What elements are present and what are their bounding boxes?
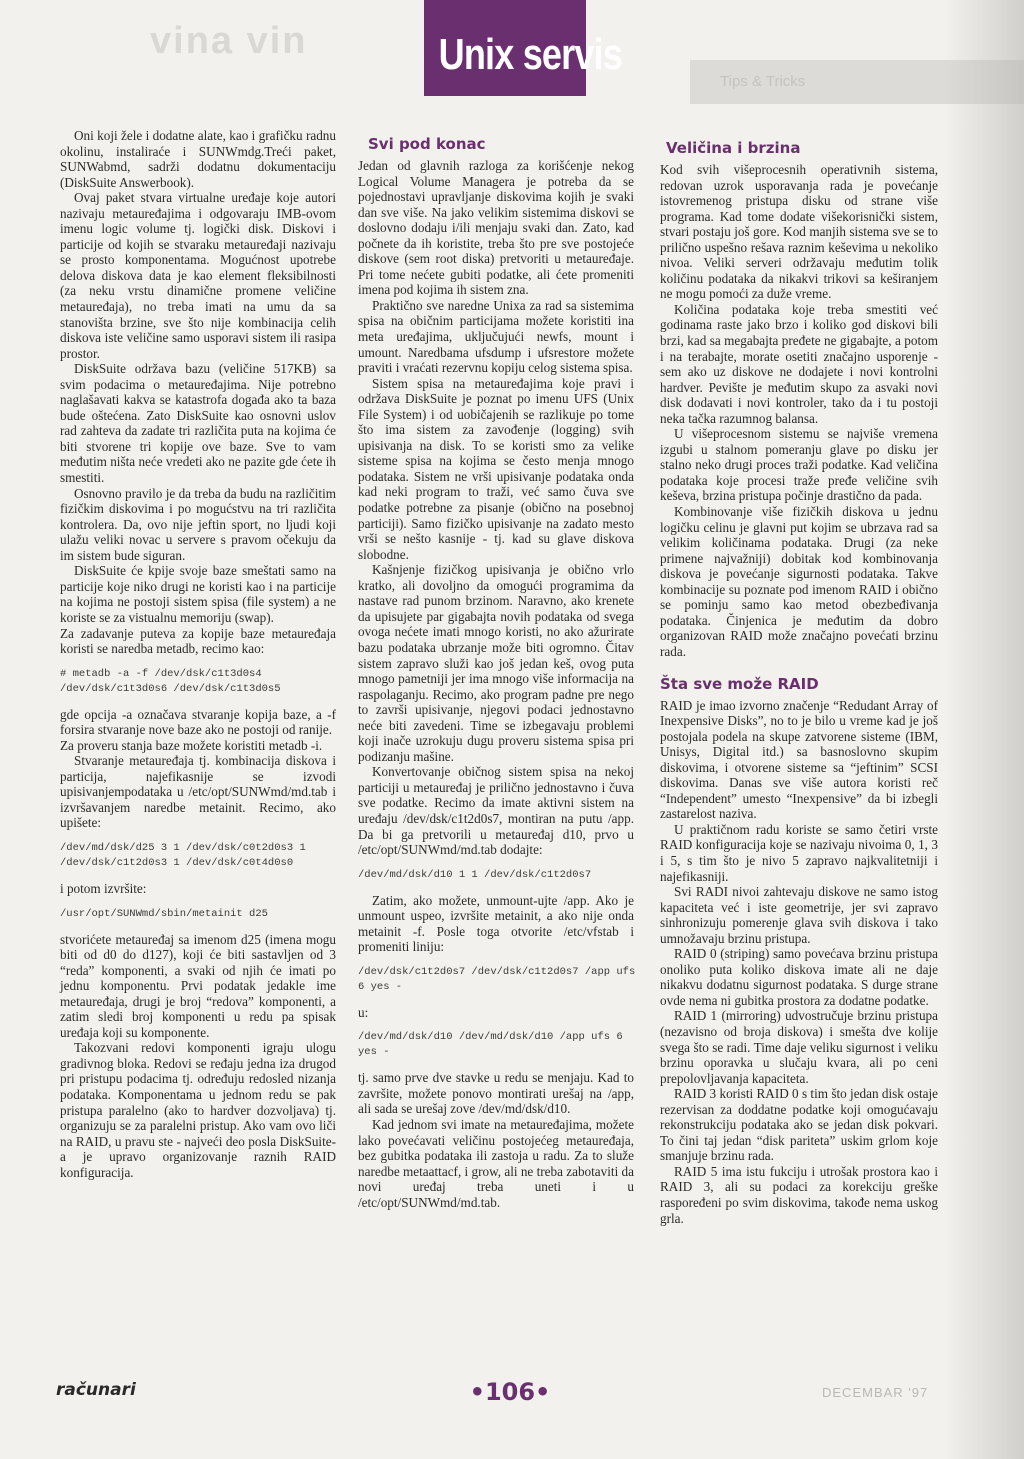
paragraph: RAID 1 (mirroring) udvostručuje brzinu pristupa (nezavisno od broja diskova) i smešta dve kolije svega što se radi. Time daje veliku sigurnost i veliku brzinu oporavka u slučaju kvara, ali po ceni prepolovljavanja kapaciteta.	[660, 1008, 938, 1086]
magazine-logo: računari	[56, 1380, 136, 1400]
ghost-banner-bleedthrough: Tips & Tricks	[690, 60, 1024, 104]
paragraph: RAID 0 (striping) samo povećava brzinu pristupa onoliko puta koliko diskova imate ali ne daje nikakvu dodatnu sigurnost podataka. S durge strane ovde nema ni gubitka prostora za dodatne podatke.	[660, 946, 938, 1008]
paragraph: Ovaj paket stvara virtualne uređaje koje autori nazivaju metauređajima i odgovaraju IMB-ovom imenu logic volume tj. logički disk. Diskovi i particije od kojih se stvaraku metauređaji nazivaju se prosto komponentama. Mogućnost upotrebe delova diskova data je kao element fleksibilnosti (za neku vrstu dinamične promene veličine metauređaja), no treba imati na umu da sa stanovišta brzine, sve što nije kombinacija celih diskova iste veličine samo usporavi sistem ili rasipa prostor.	[60, 190, 336, 361]
paragraph: Za proveru stanja baze možete koristiti metadb -i.	[60, 737, 323, 753]
paragraph: U višeprocesnom sistemu se najviše vremena izgubi u stalnom pomeranju glave po disku jer stalno neko drugi proces traži podatke. Kad veličina podataka koje procesi traže pređe veličine svih keševa, brzina pristupa počinje drastično da pada.	[660, 426, 938, 504]
code-block: /dev/dsk/c1t2d0s7 /dev/dsk/c1t2d0s7 /app ufs 6 yes -	[358, 965, 636, 993]
paragraph: RAID 5 ima istu fukciju i utrošak prostora kao i RAID 3, ali su podaci za korekciju greške raspoređeni po svim diskovima, takođe nema uskog grla.	[660, 1163, 938, 1226]
section-heading: Šta sve može RAID	[660, 674, 819, 693]
section-heading: Svi pod konac	[368, 135, 486, 153]
paragraph: Količina podataka koje treba smestiti već godinama raste jako brzo i koliko god diskovi bili brzi, kad sa megabajta pređete ne gigabajte, a potom i na terabajte, morate osetiti značajno usporenje - sem ako uz diskove ne dodajete i novi kontrolni hardver. Pevište je međutim skupo za asvaki novi disk dodavati i novi kontroler, tako da i tu postoji neka tačka razumnog balansa.	[660, 301, 938, 426]
code-block: /dev/md/dsk/d25 3 1 /dev/dsk/c0t2d0s3 1 /dev/dsk/c1t2d0s3 1 /dev/dsk/c0t4d0s0	[60, 841, 306, 869]
paragraph: u:	[358, 1004, 369, 1020]
paragraph: Zatim, ako možete, unmount-ujte /app. Ako je unmount uspeo, izvršite metainit, a ako nije onda metainit -f. Posle toga otvorite /etc/vfstab i promeniti liniju:	[358, 892, 634, 955]
section-heading: Veličina i brzina	[666, 139, 801, 157]
paragraph: RAID 3 koristi RAID 0 s tim što jedan disk ostaje rezervisan za doddatne podatke koji omogućavaju rekonstrukciju podataka ako se jedan disk pokvari. To čini taj jedan “disk pariteta” uskim grlom koje smanjuje brzinu rada.	[660, 1086, 938, 1164]
paragraph: stvorićete metauređaj sa imenom d25 (imena mogu biti od d0 do d127), koji će biti sastavljen od 3 “reda” komponenti, a svaki od njih će imati po jednu komponentu. Prvi podatak jedakle ime metauređaja, drugi je broj “redova” komponenti, a zatim sledi broj komponenti u redu pa spisak uređaja koji su komponente.	[60, 931, 336, 1040]
paragraph: Kašnjenje fizičkog upisivanja je obično vrlo kratko, ali dovoljno da omogući programima da nastave rad punom brzinom. Naravno, ako krenete da upisujete par gigabajta novih podataka od svega ovoga nećete imati mnogo koristi, no ako ažurirate bazu podataka ubrzanje može biti ogromno. Čitav sistem zapravo služi kao još jedan keš, ovog puta mnogo pametniji jer ima mnogo više informacija na raspolaganju. Recimo, ako program padne pre nego to završi upisivanje, njegovi podaci jednostavno neće biti zavedeni. Time se izbegavaju problemi koji inače uzrokuju dugu proveru sistema spisa pri podizanju mašine.	[358, 562, 634, 764]
paragraph: Kod svih višeprocesnih operativnih sistema, redovan uzrok usporavanja rada je povećanje istovremenog pristupa disku od strane više programa. Kad tome dodate višekorisnički sistem, stvari postaju još gore. Kod manjih sistema sve se to prilično uspešno rešava raznim keševima u nekoliko nivoa. Veliki serveri održavaju međutim tolik količinu podataka da nikakvi trikovi sa keširanjem ne mogu pomoći za duže vreme.	[660, 162, 938, 302]
paragraph: Stvaranje metauređaja tj. kombinacija diskova i particija, najefikasnije se izvodi upisivanjempodataka u /etc/opt/SUNWmd/md.tab i izvršavanjem naredbe metainit. Recimo, ako upišete:	[60, 753, 336, 831]
issue-date: DECEMBAR '97	[822, 1385, 929, 1400]
code-block: /dev/md/dsk/d10 /dev/md/dsk/d10 /app ufs 6 yes -	[358, 1031, 623, 1059]
paragraph: Kombinovanje više fizičkih diskova u jednu logičku celinu je glavni put kojim se ubrzava rad sa velikim količinama podataka. Drugi (za neke primene najvažniji) dobitak kod kombinovanja diskova je povećanje sigurnosti podataka. Takve kombinacije su poznate pod imenom RAID i obično se pominju samo kao metod obezbeđivanja podataka. Činjenica je međutim da dobro organizovan RAID može značajno povećati brzinu rada.	[660, 504, 938, 659]
code-block: /dev/md/dsk/d10 1 1 /dev/dsk/c1t2d0s7	[358, 868, 592, 881]
paragraph: DiskSuite održava bazu (veličine 517KB) sa svim podacima o metauređajima. Nije potrebno naglašavati kakva se katastrofa događa ako ta baza bude oštećena. Zato DiskSuite kao osnovni uslov rad zahteva da zadate tri različita puta na kojima će biti stvorene tri kopije ove baze. Sve to vam međutim ništa neće vredeti ako ne pazite gde ćete ih smestiti.	[60, 361, 336, 486]
paragraph: tj. samo prve dve stavke u redu se menjaju. Kad to završite, možete ponovo montirati urešaj na /app, ali sada se urešaj zove /dev/md/dsk/d10.	[358, 1070, 634, 1117]
paragraph: Osnovno pravilo je da treba da budu na različitim fizičkim diskovima i po mogućstvu na tri različita kontrolera. Da, ovo nije jeftin sport, no ljudi koji ulažu veliki novac u servere s pravom očekuju da im sistem bude siguran.	[60, 485, 336, 563]
paragraph: Svi RADI nivoi zahtevaju diskove ne samo istog kapaciteta već i iste geometrije, jer svi zapravo sinhronizuju pomerenje glava svih diskova i tako umnožavaju brzinu pristupa.	[660, 884, 938, 946]
paragraph: i potom izvršite:	[60, 880, 147, 896]
paragraph: RAID je imao izvorno značenje “Redudant Array of Inexpensive Disks”, no to je bilo u vreme kad je još postojala podela na skupe zatvorene sisteme (IBM, Unisys, Digital itd.) sa basnoslovno skupim diskovima, i otvorene sisteme sa “jeftinim” SCSI diskovima. Danas sve više autora koristi reč “Independent” umesto “Inexpensive” da bi izbegli zastarelost naziva.	[660, 697, 938, 822]
page-number: •106•	[469, 1378, 551, 1406]
paragraph: gde opcija -a označava stvaranje kopija baze, a -f forsira stvaranje nove baze ako ne postoji od ranije.	[60, 706, 336, 738]
column-2	[358, 158, 634, 1210]
ghost-title-bleedthrough: vina vin	[150, 20, 308, 62]
code-block: /usr/opt/SUNWmd/sbin/metainit d25	[60, 907, 268, 920]
page-edge-shadow	[944, 0, 1024, 1459]
paragraph: Sistem spisa na metauređajima koje pravi i održava DiskSuite je poznat po imenu UFS (Unix File System) i od uobičajenih se razlikuje po tome što ima sistem za zavođenje (logging) svih upisivanja na disk. To se koristi smo za velike sisteme spisa na kojima se često menja mnogo podataka. Sistem ne vrši upisivanje podataka onda kad neki program to traži, već samo čuva sve podatke potrebne za pisanje (obično na posebnoj particiji). Samo fizičko upisivanje na zadato mesto vrši se nešto kasnije - tj. kad su glave diskova slobodne.	[358, 375, 634, 562]
paragraph: U praktičnom radu koriste se samo četiri vrste RAID konfiguracija koje se nazivaju nivoima 0, 1, 3 i 5, s tim što je nivo 5 zapravo najkvalitetniji i najefikasniji.	[660, 821, 938, 884]
code-block: # metadb -a -f /dev/dsk/c1t3d0s4 /dev/dsk/c1t3d0s6 /dev/dsk/c1t3d0s5	[60, 667, 281, 695]
paragraph: DiskSuite će kpije svoje baze smeštati samo na particije koje niko drugi ne koristi kao i na particije na kojima ne postoji sistem spisa (file system) a ne koriste se za vistualnu memoriju (swap).	[60, 563, 336, 625]
paragraph: Oni koji žele i dodatne alate, kao i grafičku radnu okolinu, instaliraće i SUNWmdg.Treći paket, SUNWabmd, sadrži dodatnu dokumentaciju (DiskSuite Answerbook).	[60, 128, 336, 190]
paragraph: Za zadavanje puteva za kopije baze metauređaja koristi se naredba metadb, recimo kao:	[60, 625, 336, 657]
column-3	[660, 162, 938, 1226]
paragraph: Konvertovanje običnog sistem spisa na nekoj particiji u metauređaj je prilično jednostavno i čuva sve podatke. Recimo da imate aktivni sistem na uređaju /dev/dsk/c1t2d0s7, montiran na putu /app. Da bi ga pretvorili u metauređaj d10, prvo u /etc/opt/SUNWmd/md.tab dodajte:	[358, 764, 634, 858]
paragraph: Kad jednom svi imate na metauređajima, možete lako povećavati veličinu postojećeg metauređaja, bez gubitka podataka ili zastoja u radu. Za to služe naredbe metaattacf, i grow, ali ne treba zabotaviti da novi uređaj treba uneti i u /etc/opt/SUNWmd/md.tab.	[358, 1116, 634, 1210]
paragraph: Jedan od glavnih razloga za korišćenje nekog Logical Volume Managera je potreba da se pojednostavi upravljanje diskovima kojih je svaki dan sve više. Na jako velikim sistemima diskovi se doslovno dodaju i/ili menjaju svaki dan. Zato, kad počnete da ih koristite, treba što pre sve postojeće diskove (sem root diska) pretvoriti u metauređaje. Pri tome nećete gubiti podatke, ali ćete promeniti imena pod kojima ih sistem zna.	[358, 158, 634, 298]
paragraph: Praktično sve naredne Unixa za rad sa sistemima spisa na običnim particijama možete koristiti ina meta uređajima, uključujući newfs, mount i umount. Naredbama ufsdump i ufsrestore možete praviti i vraćati rezervnu kopiju celog sistema spisa.	[358, 297, 634, 376]
section-title: Unix servis	[438, 30, 623, 79]
paragraph: Takozvani redovi komponenti igraju ulogu gradivnog bloka. Redovi se ređaju jedna iza drugod pri pristupu podacima tj. određuju redosled nizanja podataka. Komponentama u jednom redu se pak pristupa paralelno (ako to hardver dozvoljava) tj. organizuju se za paralelni pristup. Ako vam ovo liči na RAID, u pravu ste - najveći deo posla DiskSuite-a je upravo organizovanje raznih RAID konfiguracija.	[60, 1040, 336, 1180]
column-1	[60, 128, 336, 1180]
